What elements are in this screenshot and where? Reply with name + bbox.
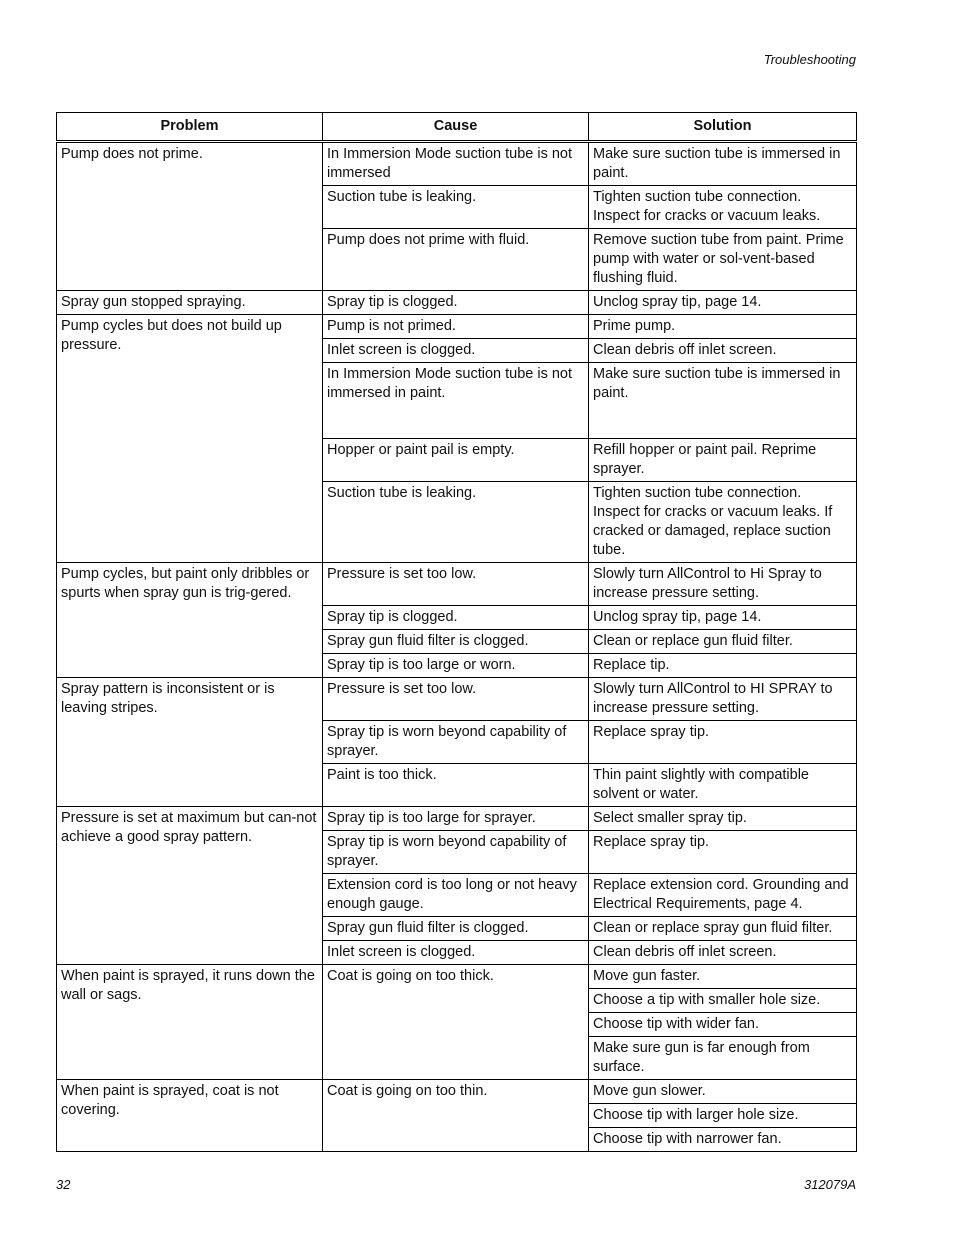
table-body [57, 142, 857, 1152]
table-row [57, 678, 857, 721]
solution-cell: Make sure gun is far enough from surface. [589, 1037, 857, 1080]
solution-cell: Remove suction tube from paint. Prime pump with water or sol-vent-based flushing fluid. [589, 229, 857, 291]
table-row [57, 965, 857, 989]
table-row [57, 563, 857, 606]
solution-cell: Choose a tip with smaller hole size. [589, 989, 857, 1013]
solution-cell: Slowly turn AllControl to HI SPRAY to increase pressure setting. [589, 678, 857, 721]
problem-cell: When paint is sprayed, coat is not covering. [57, 1080, 323, 1152]
cause-cell: Coat is going on too thin. [323, 1080, 589, 1152]
table-header-row [57, 113, 857, 142]
solution-cell: Unclog spray tip, page 14. [589, 606, 857, 630]
solution-cell: Slowly turn AllControl to Hi Spray to increase pressure setting. [589, 563, 857, 606]
cause-cell: Spray tip is worn beyond capability of sprayer. [323, 831, 589, 874]
problem-cell: Spray gun stopped spraying. [57, 291, 323, 315]
document-number: 312079A [803, 1177, 856, 1192]
solution-cell: Choose tip with narrower fan. [589, 1128, 857, 1152]
solution-cell: Tighten suction tube connection. Inspect for cracks or vacuum leaks. If cracked or damaged, replace suction tube. [589, 482, 857, 563]
problem-cell: Pump cycles but does not build up pressure. [57, 315, 323, 563]
cause-cell: Hopper or paint pail is empty. [323, 439, 589, 482]
solution-cell: Choose tip with wider fan. [589, 1013, 857, 1037]
cause-cell: Spray tip is worn beyond capability of sprayer. [323, 721, 589, 764]
cause-cell: Inlet screen is clogged. [323, 339, 589, 363]
solution-cell: Clean or replace spray gun fluid filter. [589, 917, 857, 941]
problem-cell: Pump cycles, but paint only dribbles or spurts when spray gun is trig-gered. [57, 563, 323, 678]
solution-cell: Replace extension cord. Grounding and Electrical Requirements, page 4. [589, 874, 857, 917]
cause-cell: Spray tip is clogged. [323, 606, 589, 630]
table-row [57, 291, 857, 315]
cause-cell: Pressure is set too low. [323, 678, 589, 721]
column-header-problem: Problem [57, 113, 323, 142]
solution-cell: Move gun slower. [589, 1080, 857, 1104]
column-header-solution: Solution [589, 113, 857, 142]
solution-cell: Unclog spray tip, page 14. [589, 291, 857, 315]
solution-cell: Make sure suction tube is immersed in paint. [589, 142, 857, 186]
solution-cell: Move gun faster. [589, 965, 857, 989]
solution-cell: Clean debris off inlet screen. [589, 941, 857, 965]
solution-cell: Make sure suction tube is immersed in paint. [589, 363, 857, 439]
cause-cell: Spray tip is too large for sprayer. [323, 807, 589, 831]
cause-cell: Spray gun fluid filter is clogged. [323, 630, 589, 654]
cause-cell: Paint is too thick. [323, 764, 589, 807]
troubleshooting-table [56, 112, 857, 1152]
cause-cell: Extension cord is too long or not heavy enough gauge. [323, 874, 589, 917]
solution-cell: Clean debris off inlet screen. [589, 339, 857, 363]
cause-cell: Pressure is set too low. [323, 563, 589, 606]
page-number: 32 [56, 1177, 71, 1192]
solution-cell: Replace tip. [589, 654, 857, 678]
solution-cell: Prime pump. [589, 315, 857, 339]
cause-cell: Suction tube is leaking. [323, 482, 589, 563]
section-title: Troubleshooting [763, 52, 856, 67]
cause-cell: Coat is going on too thick. [323, 965, 589, 1080]
solution-cell: Thin paint slightly with compatible solvent or water. [589, 764, 857, 807]
table-row [57, 1080, 857, 1104]
solution-cell: Refill hopper or paint pail. Reprime sprayer. [589, 439, 857, 482]
solution-cell: Replace spray tip. [589, 831, 857, 874]
cause-cell: In Immersion Mode suction tube is not immersed [323, 142, 589, 186]
cause-cell: Spray tip is clogged. [323, 291, 589, 315]
column-header-cause: Cause [323, 113, 589, 142]
table-row [57, 315, 857, 339]
problem-cell: Pressure is set at maximum but can-not achieve a good spray pattern. [57, 807, 323, 965]
solution-cell: Choose tip with larger hole size. [589, 1104, 857, 1128]
cause-cell: Inlet screen is clogged. [323, 941, 589, 965]
solution-cell: Replace spray tip. [589, 721, 857, 764]
table-row [57, 142, 857, 186]
cause-cell: Pump does not prime with fluid. [323, 229, 589, 291]
cause-cell: In Immersion Mode suction tube is not immersed in paint. [323, 363, 589, 439]
solution-cell: Tighten suction tube connection. Inspect for cracks or vacuum leaks. [589, 186, 857, 229]
problem-cell: Pump does not prime. [57, 142, 323, 291]
cause-cell: Spray gun fluid filter is clogged. [323, 917, 589, 941]
problem-cell: Spray pattern is inconsistent or is leaving stripes. [57, 678, 323, 807]
solution-cell: Clean or replace gun fluid filter. [589, 630, 857, 654]
cause-cell: Spray tip is too large or worn. [323, 654, 589, 678]
table-row [57, 807, 857, 831]
cause-cell: Pump is not primed. [323, 315, 589, 339]
problem-cell: When paint is sprayed, it runs down the wall or sags. [57, 965, 323, 1080]
solution-cell: Select smaller spray tip. [589, 807, 857, 831]
cause-cell: Suction tube is leaking. [323, 186, 589, 229]
